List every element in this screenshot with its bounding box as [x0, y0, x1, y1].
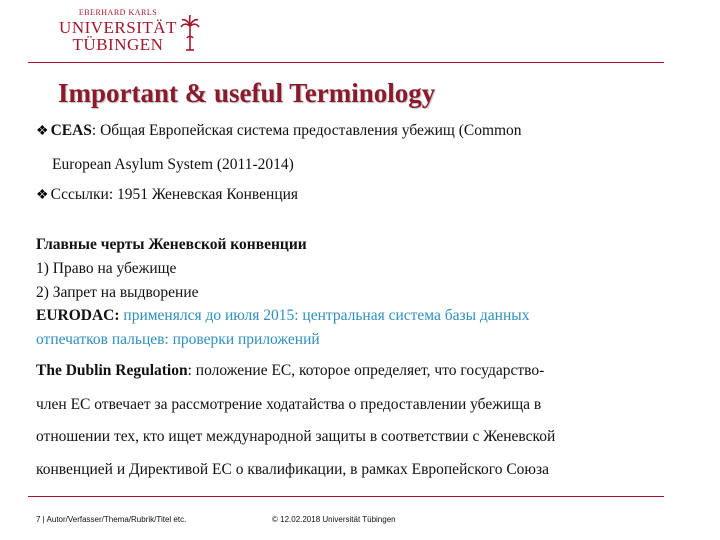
- dublin-line-2: член ЕС отвечает за рассмотрение ходатайства о предоставлении убежища в: [36, 396, 542, 413]
- dublin-line-4: конвенцией и Директивой ЕС о квалификации, в рамках Европейского Союза: [36, 461, 549, 478]
- geneva-item-1: 1) Право на убежище: [36, 260, 177, 277]
- ceas-bullet: [36, 122, 522, 140]
- logo-small-text: EBERHARD KARLS: [78, 8, 158, 17]
- header-divider: [28, 62, 664, 63]
- bullet-diamond-icon: ❖: [36, 188, 49, 203]
- logo-line-1: UNIVERSITÄT: [59, 18, 177, 37]
- geneva-item-2: 2) Запрет на выдворение: [36, 284, 199, 301]
- eurodac-text: применялся до июля 2015: центральная система базы данных: [119, 307, 530, 324]
- dublin-term: The Dublin Regulation: [36, 362, 188, 379]
- eurodac-term: EURODAC:: [36, 307, 120, 324]
- footer-divider: [28, 496, 664, 497]
- ceas-continuation: European Asylum System (2011-2014): [52, 156, 294, 173]
- university-logo: [58, 8, 208, 58]
- logo-line-2: TÜBINGEN: [72, 35, 164, 54]
- dublin-line-1: [36, 362, 544, 380]
- ceas-term: CEAS: [50, 122, 92, 139]
- dublin-line-3: отношении тех, кто ищет международной защиты в соответствии с Женевской: [36, 428, 556, 445]
- eurodac-line-1: [36, 307, 529, 325]
- geneva-heading: Главные черты Женевской конвенции: [36, 236, 307, 253]
- bullet-diamond-icon: ❖: [36, 124, 49, 139]
- footer-copyright: © 12.02.2018 Universität Tübingen: [272, 515, 396, 524]
- references-bullet: [36, 186, 298, 204]
- slide-title: Important & useful Terminology: [58, 78, 436, 108]
- dublin-text: : положение ЕС, которое определяет, что государство-: [187, 362, 545, 379]
- eurodac-line-2: отпечатков пальцев: проверки приложений: [36, 331, 320, 348]
- references-text: Сссылки: 1951 Женевская Конвенция: [50, 186, 299, 203]
- palm-tree-icon: [180, 14, 200, 52]
- ceas-text: : Общая Европейская система предоставления убежищ (Common: [91, 122, 522, 139]
- footer-author: 7 | Autor/Verfasser/Thema/Rubrik/Titel etc.: [36, 515, 187, 524]
